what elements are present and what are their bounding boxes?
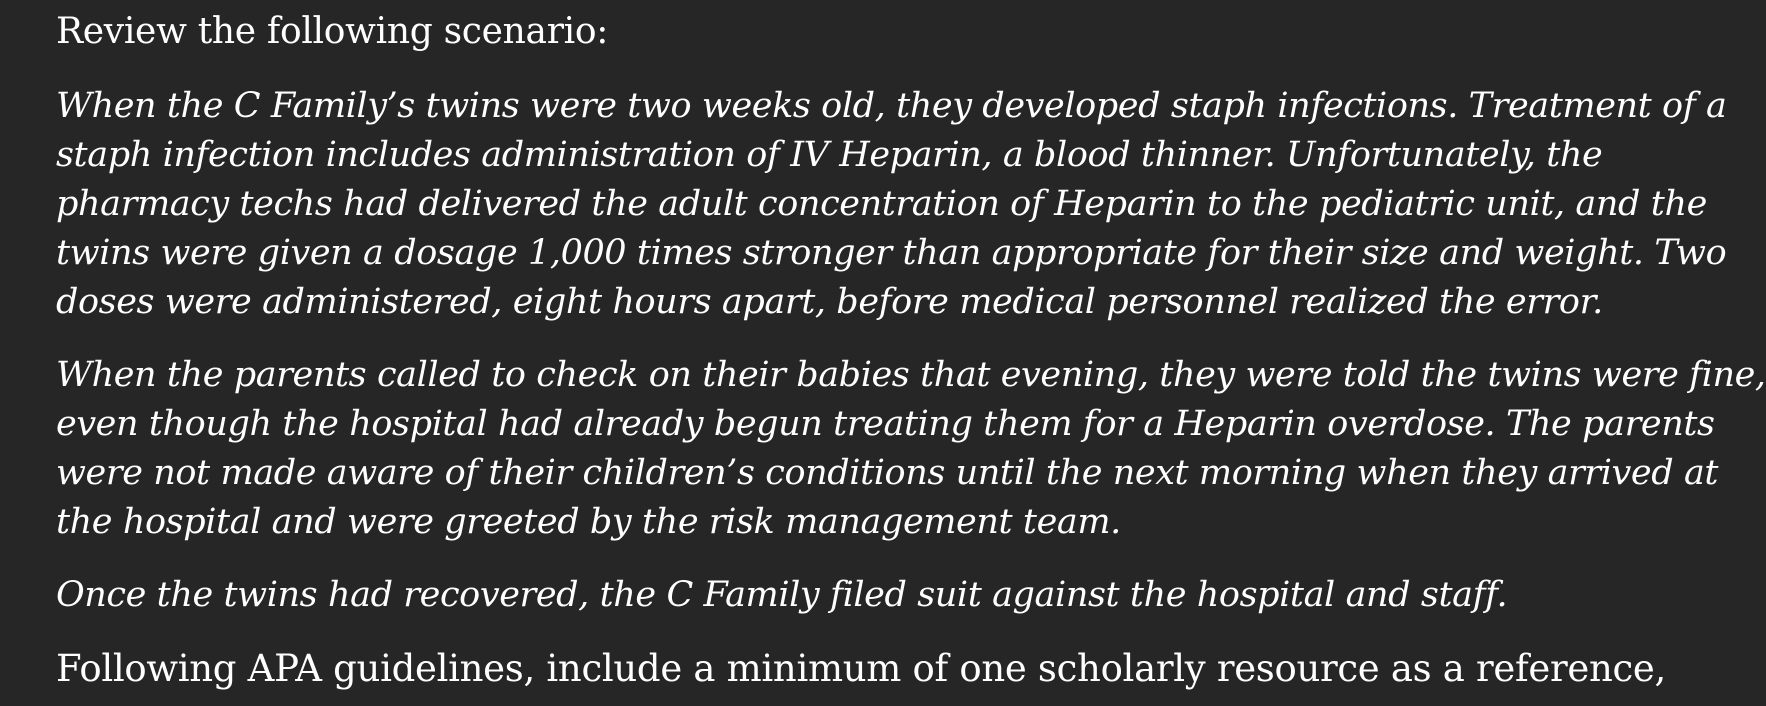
paragraph-line: Once the twins had recovered, the C Family filed suit against the hospital and staff. xyxy=(56,575,1508,615)
paragraph-line: When the parents called to check on their babies that evening, they were told the twins were fine, xyxy=(56,355,1766,395)
instructions-text: Following APA guidelines, include a minimum of one scholarly resource as a reference, xyxy=(56,647,1666,690)
paragraph-line: doses were administered, eight hours apart, before medical personnel realized the error. xyxy=(56,282,1603,322)
scenario-paragraph-1 xyxy=(56,82,1726,327)
paragraph-line: were not made aware of their children’s conditions until the next morning when they arrived at xyxy=(56,453,1719,493)
scenario-paragraph-2 xyxy=(56,351,1766,547)
paragraph-line: When the C Family’s twins were two weeks old, they developed staph infections. Treatment of a xyxy=(56,86,1727,126)
paragraph-line: twins were given a dosage 1,000 times stronger than appropriate for their size and weight. Two xyxy=(56,233,1727,273)
paragraph-line: the hospital and were greeted by the risk management team. xyxy=(56,502,1121,542)
paragraph-line: pharmacy techs had delivered the adult concentration of Heparin to the pediatric unit, and the xyxy=(56,184,1707,224)
paragraph-line: even though the hospital had already begun treating them for a Heparin overdose. The parents xyxy=(56,404,1715,444)
intro-heading: Review the following scenario: xyxy=(56,11,609,52)
paragraph-line: staph infection includes administration of IV Heparin, a blood thinner. Unfortunately, the xyxy=(56,135,1603,175)
scenario-paragraph-3 xyxy=(56,571,1507,620)
